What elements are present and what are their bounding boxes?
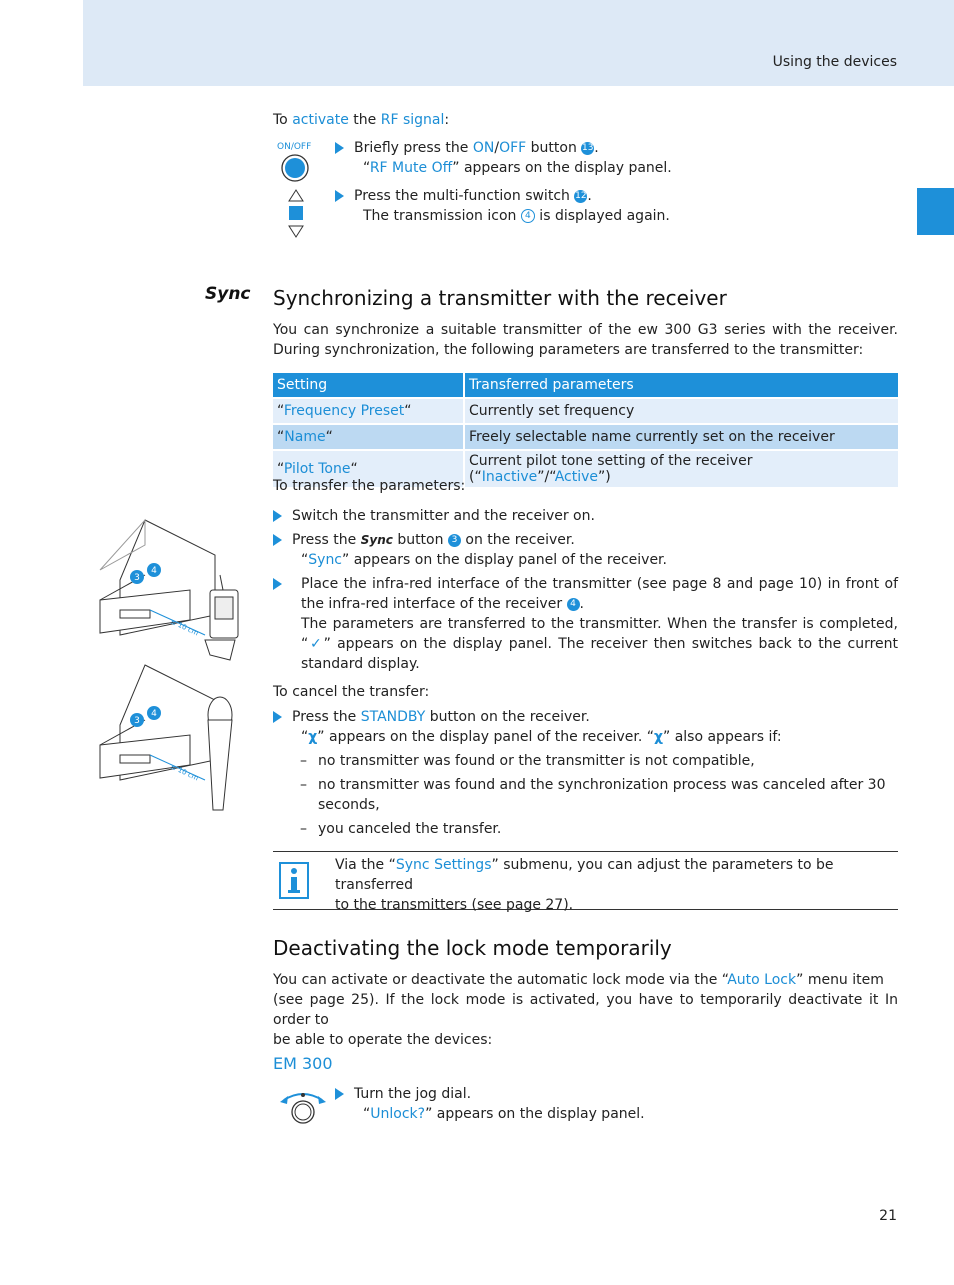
table-cell: Currently set frequency	[465, 399, 898, 423]
sync-intro: You can synchronize a suitable transmitter of the ew 300 G3 series with the receiver. During synchronization, the following parameters are transferred to the transmitter:	[273, 322, 898, 358]
table-cell: Current pilot tone setting of the receiver (“Inactive”/“Active”)	[465, 451, 898, 487]
em300-subheading: EM 300	[273, 1054, 333, 1073]
table-cell: “Frequency Preset“	[273, 399, 463, 423]
sync-inline-icon: Sync	[360, 533, 393, 547]
table-cell: “Pilot Tone“	[273, 451, 463, 487]
sync-icon: Sync	[205, 284, 251, 304]
lock-heading: Deactivating the lock mode temporarily	[273, 936, 672, 960]
sync-step-2: Press the Sync button 3 on the receiver. “Sync” appears on the display panel of the receiver.	[273, 530, 898, 570]
distance-label: ≤ 10 cm	[169, 617, 200, 638]
rf-step-1: Briefly press the ON/OFF button 13. “RF Mute Off” appears on the display panel.	[335, 138, 895, 178]
bodypack-sync-illustration	[95, 515, 255, 665]
cross-icon: χ	[653, 729, 663, 745]
multi-function-switch-icon	[287, 189, 305, 239]
transfer-intro: To transfer the parameters:	[273, 478, 466, 494]
figure-callout-3: 3	[134, 573, 140, 583]
page-number: 21	[879, 1208, 897, 1224]
table-header-params: Transferred parameters	[465, 373, 898, 397]
figure-callout-4: 4	[151, 566, 157, 576]
handheld-sync-illustration	[95, 660, 255, 820]
section-label: Using the devices	[772, 54, 897, 70]
dash-item-2: – no transmitter was found and the synchronization process was canceled after 30 seconds,	[300, 777, 886, 813]
lock-intro: You can activate or deactivate the automatic lock mode via the “Auto Lock” menu item (see page 25). If the lock mode is activated, you have to temporarily deactivate it In order to be able to operate the devices:	[273, 972, 898, 1048]
arrow-bullet-icon	[273, 711, 282, 723]
dash-item-1: – no transmitter was found or the transmitter is not compatible,	[300, 753, 755, 769]
cancel-step: Press the STANDBY button on the receiver. “χ” appears on the display panel of the receiver. “χ” also appears if:	[273, 707, 898, 747]
chapter-tab	[917, 188, 954, 235]
table-header-setting: Setting	[273, 373, 463, 397]
sync-step-3: Place the infra-red interface of the transmitter (see page 8 and page 10) in front of the infra-red interface of the receiver 4 . The parameters are transferred to the transmitter. When the transfer is completed, “✓” appears on the display panel. The receiver then switches back to the current standard display.	[273, 574, 898, 674]
jog-dial-icon	[280, 1088, 326, 1128]
dash-item-3: – you canceled the transfer.	[300, 821, 502, 837]
sync-step-1: Switch the transmitter and the receiver on.	[273, 506, 898, 526]
lock-step: Turn the jog dial. “Unlock?” appears on the display panel.	[335, 1084, 898, 1124]
cross-icon: χ	[308, 729, 318, 745]
table-row	[273, 425, 898, 449]
rf-step-2: Press the multi-function switch 12. The transmission icon 4 is displayed again.	[335, 186, 895, 226]
rf-intro: To activate the RF signal:	[273, 112, 450, 128]
arrow-bullet-icon	[273, 510, 282, 522]
table-cell: “Name“	[273, 425, 463, 449]
arrow-bullet-icon	[273, 578, 282, 590]
distance-label: ≤ 10 cm	[169, 762, 200, 783]
onoff-button-icon	[280, 153, 310, 183]
arrow-bullet-icon	[335, 190, 344, 202]
arrow-bullet-icon	[273, 534, 282, 546]
table-row	[273, 399, 898, 423]
note-text: Via the “Sync Settings” submenu, you can adjust the parameters to be transferred to the transmitters (see page 27).	[335, 857, 834, 913]
figure-callout-3: 3	[134, 716, 140, 726]
header-band	[83, 0, 954, 86]
checkmark-icon: ✓	[308, 636, 324, 652]
parameters-table	[271, 371, 900, 489]
info-icon	[279, 862, 311, 902]
arrow-bullet-icon	[335, 1088, 344, 1100]
cancel-intro: To cancel the transfer:	[273, 684, 430, 700]
table-header-row	[273, 373, 898, 397]
sync-heading: Synchronizing a transmitter with the receiver	[273, 286, 727, 310]
onoff-label: ON/OFF	[277, 142, 312, 152]
figure-callout-4: 4	[151, 709, 157, 719]
table-cell: Freely selectable name currently set on the receiver	[465, 425, 898, 449]
arrow-bullet-icon	[335, 142, 344, 154]
